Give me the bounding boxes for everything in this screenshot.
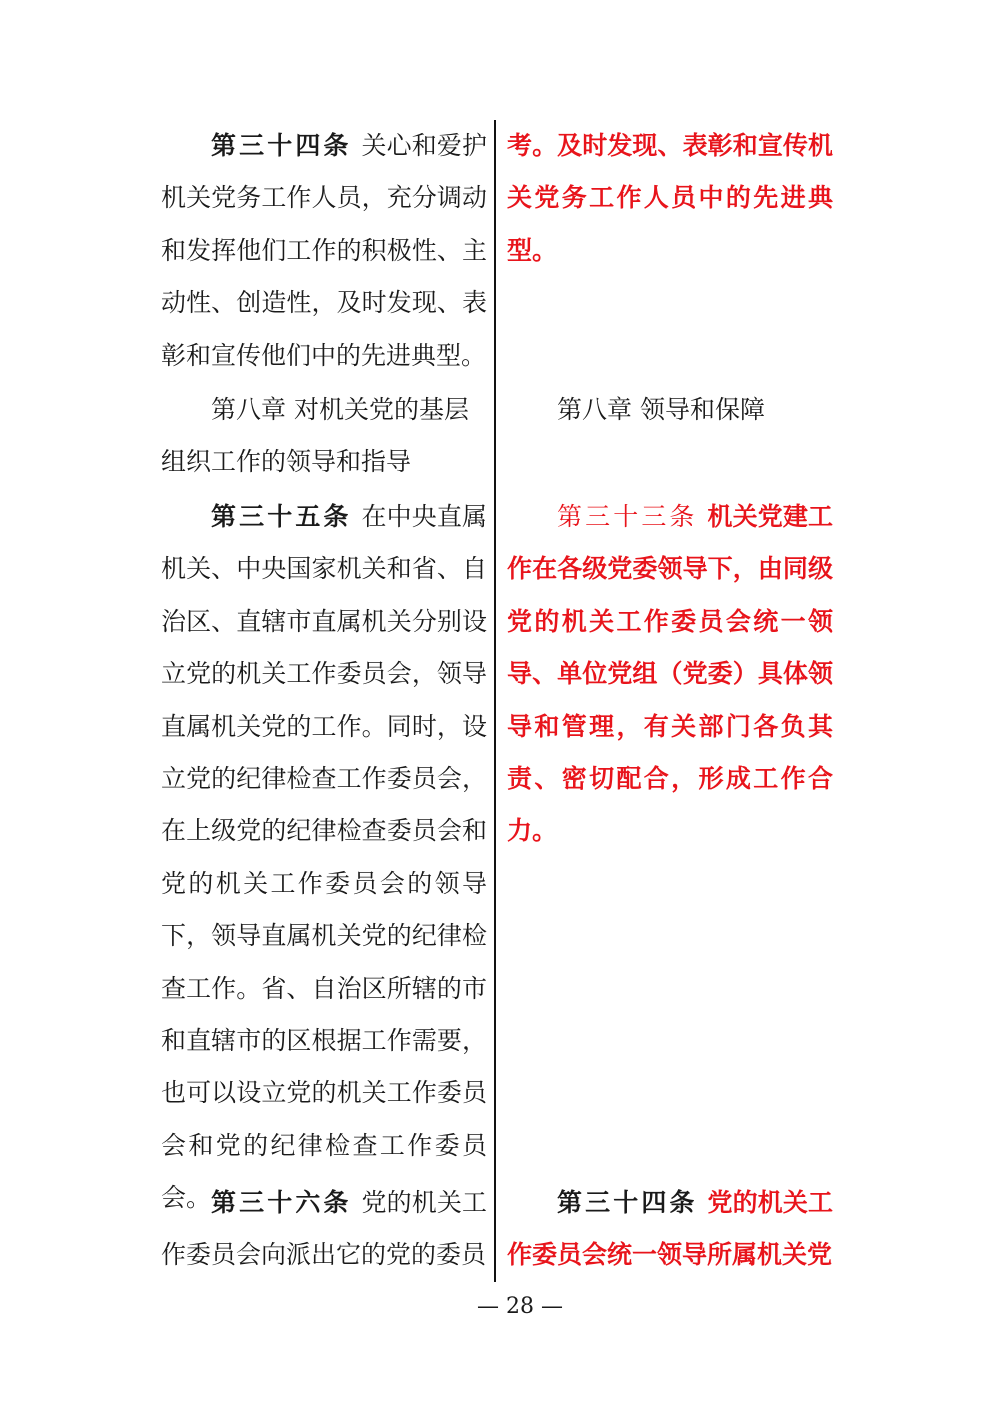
right-article-33 (507, 491, 833, 858)
right-article-33-title: 第三十三条 (557, 502, 698, 531)
right-continuation-block (507, 120, 833, 277)
page-number: — 28 — (477, 1294, 563, 1319)
left-chapter-8-title: 第八章 对机关党的基层组织工作的领导和指导 (161, 395, 469, 477)
column-divider (494, 120, 496, 1282)
left-article-35-block (161, 491, 487, 1225)
left-article-34-text: 关心和爱护机关党务工作人员，充分调动和发挥他们工作的积极性、主动性、创造性，及时发现、表彰和宣传他们中的先进典型。 (161, 131, 487, 370)
left-article-35-text: 在中央直属机关、中央国家机关和省、自治区、直辖市直属机关分别设立党的机关工作委员会，领导直属机关党的工作。同时，设立党的纪律检查工作委员会，在上级党的纪律检查委员会和党的机关工作委员会的领导下，领导直属机关党的纪律检查工作。省、自治区所辖的市和直辖市的区根据工作需要，也可以设立党的机关工作委员会和党的纪律检查工作委员会。 (161, 502, 487, 1213)
left-article-34-title: 第三十四条 (211, 131, 352, 160)
right-article-34-block (507, 1177, 833, 1282)
left-column (161, 120, 487, 382)
left-article-36-title: 第三十六条 (211, 1188, 352, 1217)
right-article-34-text: 党的机关工作委员会统一领导所属机关党 (507, 1188, 833, 1270)
right-article-34-title: 第三十四条 (557, 1188, 698, 1217)
left-article-35-title: 第三十五条 (211, 502, 352, 531)
left-article-34 (161, 120, 487, 382)
right-chapter-block (507, 384, 833, 436)
right-chapter-8-title: 第八章 领导和保障 (557, 395, 765, 424)
right-continuation-text: 考。及时发现、表彰和宣传机关党务工作人员中的先进典型。 (507, 131, 833, 265)
left-article-35 (161, 491, 487, 1225)
right-article-34 (507, 1177, 833, 1282)
left-article-36 (161, 1177, 487, 1282)
left-chapter-block (161, 384, 487, 489)
left-article-36-block (161, 1177, 487, 1282)
right-article-33-text: 机关党建工作在各级党委领导下，由同级党的机关工作委员会统一领导、单位党组（党委）具体领导和管理，有关部门各负其责、密切配合，形成工作合力。 (507, 502, 833, 846)
left-article-36-text: 党的机关工作委员会向派出它的党的委员 (161, 1188, 487, 1270)
right-article-33-block (507, 491, 833, 858)
